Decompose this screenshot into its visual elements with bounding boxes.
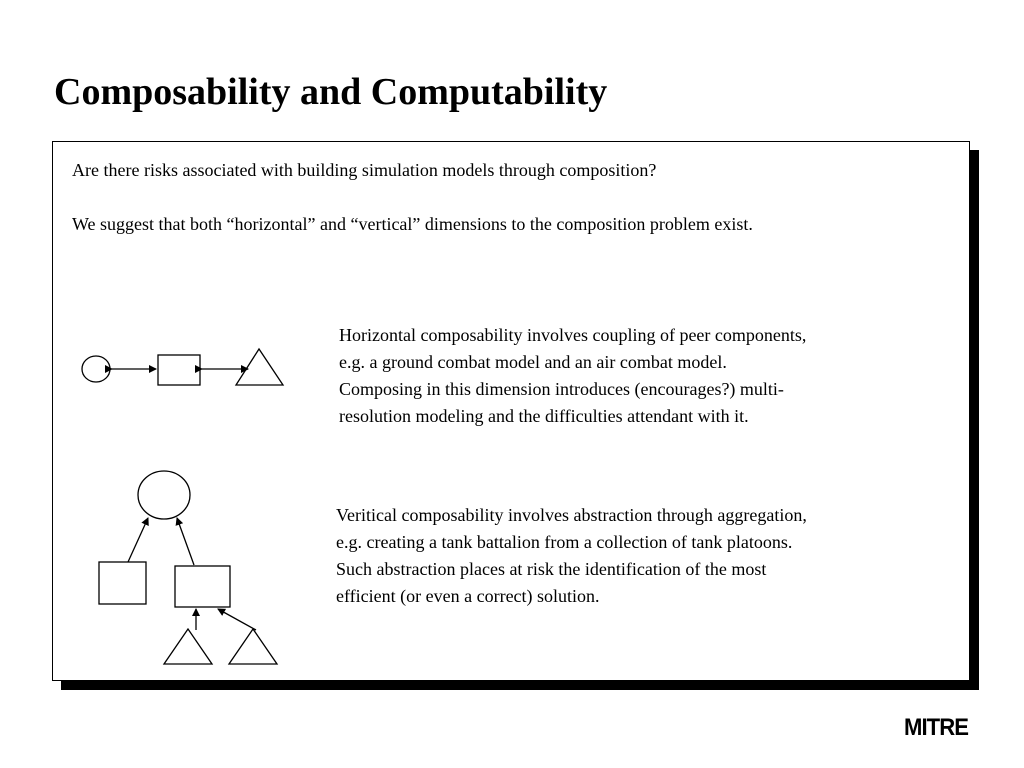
component-square-shape [175, 566, 230, 607]
intro-question: Are there risks associated with building simulation models through composition? [72, 160, 657, 180]
vertical-line: Such abstraction places at risk the identification of the most [336, 559, 767, 579]
aggregate-circle-shape [138, 471, 190, 519]
intro-statement: We suggest that both “horizontal” and “vertical” dimensions to the composition problem exist. [72, 214, 753, 234]
vertical-line: efficient (or even a correct) solution. [336, 586, 600, 606]
subcomponent-triangle-shape [164, 629, 212, 664]
peer-square-shape [158, 355, 200, 385]
aggregation-arrow [218, 609, 256, 630]
horizontal-line: Horizontal composability involves coupling of peer components, [339, 325, 807, 345]
peer-circle-shape [82, 356, 110, 382]
slide-title: Composability and Computability [54, 71, 608, 113]
vertical-description [336, 502, 807, 610]
horizontal-description [339, 322, 806, 430]
horizontal-line: Composing in this dimension introduces (encourages?) multi- [339, 379, 784, 399]
component-square-shape [99, 562, 146, 604]
horizontal-line: resolution modeling and the difficulties attendant with it. [339, 406, 749, 426]
aggregation-arrow [177, 518, 194, 565]
vertical-diagram [94, 468, 284, 668]
peer-triangle-shape [236, 349, 283, 385]
horizontal-diagram [76, 344, 290, 388]
subcomponent-triangle-shape [229, 629, 277, 664]
aggregation-arrow [128, 518, 148, 562]
mitre-logo: MITRE [904, 714, 969, 741]
vertical-line: e.g. creating a tank battalion from a collection of tank platoons. [336, 532, 793, 552]
vertical-line: Veritical composability involves abstraction through aggregation, [336, 505, 807, 525]
horizontal-line: e.g. a ground combat model and an air combat model. [339, 352, 727, 372]
